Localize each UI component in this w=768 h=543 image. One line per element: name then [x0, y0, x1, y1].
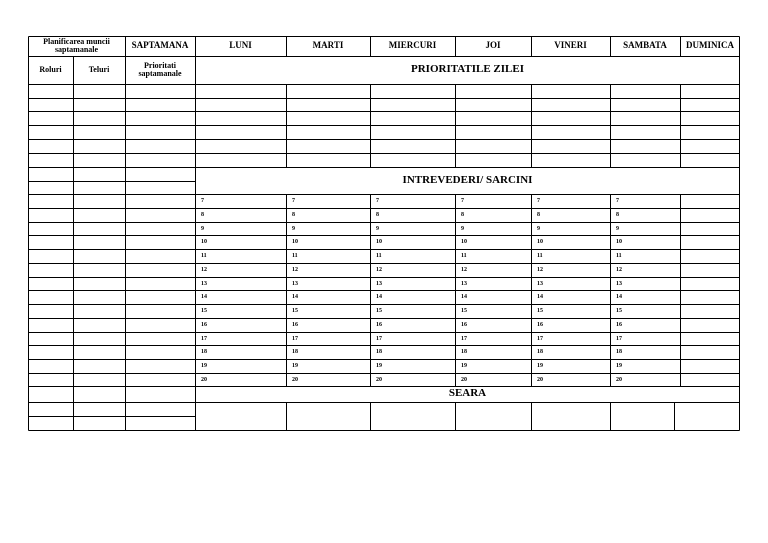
hour-label: 12 — [461, 267, 467, 273]
hour-label: 7 — [376, 198, 379, 204]
hour-label: 15 — [461, 308, 467, 314]
hour-label: 14 — [292, 294, 298, 300]
hour-label: 8 — [376, 212, 379, 218]
hour-label: 15 — [537, 308, 543, 314]
hour-label: 16 — [376, 322, 382, 328]
hour-label: 15 — [292, 308, 298, 314]
hour-label: 20 — [292, 377, 298, 383]
hour-label: 14 — [461, 294, 467, 300]
day-header-sambata: SAMBATA — [623, 40, 667, 51]
hour-label: 18 — [376, 349, 382, 355]
weekly-priorities-label: Prioritati saptamanale — [138, 60, 182, 78]
hour-label: 12 — [537, 267, 543, 273]
hour-label: 19 — [537, 363, 543, 369]
roles-label: Roluri — [39, 64, 62, 74]
hour-label: 7 — [201, 198, 204, 204]
hour-label: 16 — [201, 322, 207, 328]
hour-label: 18 — [616, 349, 622, 355]
hour-label: 19 — [616, 363, 622, 369]
hour-label: 12 — [376, 267, 382, 273]
hour-label: 13 — [376, 281, 382, 287]
planning-title: Planificarea muncii saptamanale — [43, 36, 110, 54]
hour-label: 8 — [292, 212, 295, 218]
hour-label: 14 — [201, 294, 207, 300]
hour-label: 7 — [461, 198, 464, 204]
hour-label: 20 — [537, 377, 543, 383]
hour-label: 13 — [537, 281, 543, 287]
hour-label: 14 — [376, 294, 382, 300]
hour-label: 10 — [537, 239, 543, 245]
goals-label: Teluri — [88, 64, 110, 74]
hour-label: 7 — [616, 198, 619, 204]
hour-label: 17 — [376, 336, 382, 342]
hour-label: 9 — [616, 226, 619, 232]
day-header-duminica: DUMINICA — [686, 40, 734, 51]
hour-label: 18 — [292, 349, 298, 355]
hour-label: 10 — [376, 239, 382, 245]
hour-label: 8 — [201, 212, 204, 218]
hour-label: 11 — [461, 253, 467, 259]
hour-label: 9 — [201, 226, 204, 232]
hour-label: 11 — [376, 253, 382, 259]
hour-label: 17 — [537, 336, 543, 342]
meetings-title: INTREVEDERI/ SARCINI — [402, 173, 533, 186]
hour-label: 18 — [461, 349, 467, 355]
hour-label: 14 — [616, 294, 622, 300]
planner-grid-lines — [28, 36, 740, 431]
hour-label: 9 — [461, 226, 464, 232]
hour-label: 20 — [616, 377, 622, 383]
hour-label: 12 — [616, 267, 622, 273]
hour-label: 20 — [201, 377, 207, 383]
hour-label: 16 — [616, 322, 622, 328]
day-header-joi: JOI — [485, 40, 501, 51]
hour-label: 19 — [376, 363, 382, 369]
hour-label: 9 — [376, 226, 379, 232]
hour-label: 18 — [201, 349, 207, 355]
hour-label: 19 — [292, 363, 298, 369]
hour-label: 17 — [292, 336, 298, 342]
hour-label: 8 — [537, 212, 540, 218]
hour-label: 19 — [201, 363, 207, 369]
day-header-miercuri: MIERCURI — [388, 40, 437, 51]
day-header-marti: MARTI — [312, 40, 344, 51]
weekly-planner-table — [28, 36, 740, 431]
day-header-vineri: VINERI — [554, 40, 587, 51]
hour-label: 20 — [376, 377, 382, 383]
hour-label: 15 — [616, 308, 622, 314]
hour-label: 19 — [461, 363, 467, 369]
hour-label: 12 — [201, 267, 207, 273]
hour-label: 11 — [201, 253, 207, 259]
hour-label: 16 — [461, 322, 467, 328]
hour-label: 17 — [461, 336, 467, 342]
hour-label: 15 — [376, 308, 382, 314]
hour-label: 9 — [292, 226, 295, 232]
week-label: SAPTAMANA — [131, 40, 189, 51]
hour-label: 10 — [201, 239, 207, 245]
hour-label: 9 — [537, 226, 540, 232]
hour-label: 11 — [537, 253, 543, 259]
hour-label: 20 — [461, 377, 467, 383]
hour-label: 17 — [616, 336, 622, 342]
hour-label: 7 — [292, 198, 295, 204]
hour-label: 13 — [461, 281, 467, 287]
hour-label: 13 — [616, 281, 622, 287]
hour-label: 11 — [292, 253, 298, 259]
hour-label: 8 — [616, 212, 619, 218]
hour-label: 11 — [616, 253, 622, 259]
daily-priorities-title: PRIORITATILE ZILEI — [411, 63, 524, 76]
hour-label: 10 — [461, 239, 467, 245]
hour-label: 12 — [292, 267, 298, 273]
hour-label: 18 — [537, 349, 543, 355]
hour-label: 17 — [201, 336, 207, 342]
hour-label: 14 — [537, 294, 543, 300]
evening-title: SEARA — [448, 387, 487, 400]
hour-label: 13 — [201, 281, 207, 287]
hour-label: 16 — [537, 322, 543, 328]
hour-label: 16 — [292, 322, 298, 328]
hour-label: 7 — [537, 198, 540, 204]
hour-label: 8 — [461, 212, 464, 218]
hour-label: 10 — [292, 239, 298, 245]
hour-label: 13 — [292, 281, 298, 287]
hour-label: 15 — [201, 308, 207, 314]
day-header-luni: LUNI — [229, 40, 252, 51]
hour-label: 10 — [616, 239, 622, 245]
